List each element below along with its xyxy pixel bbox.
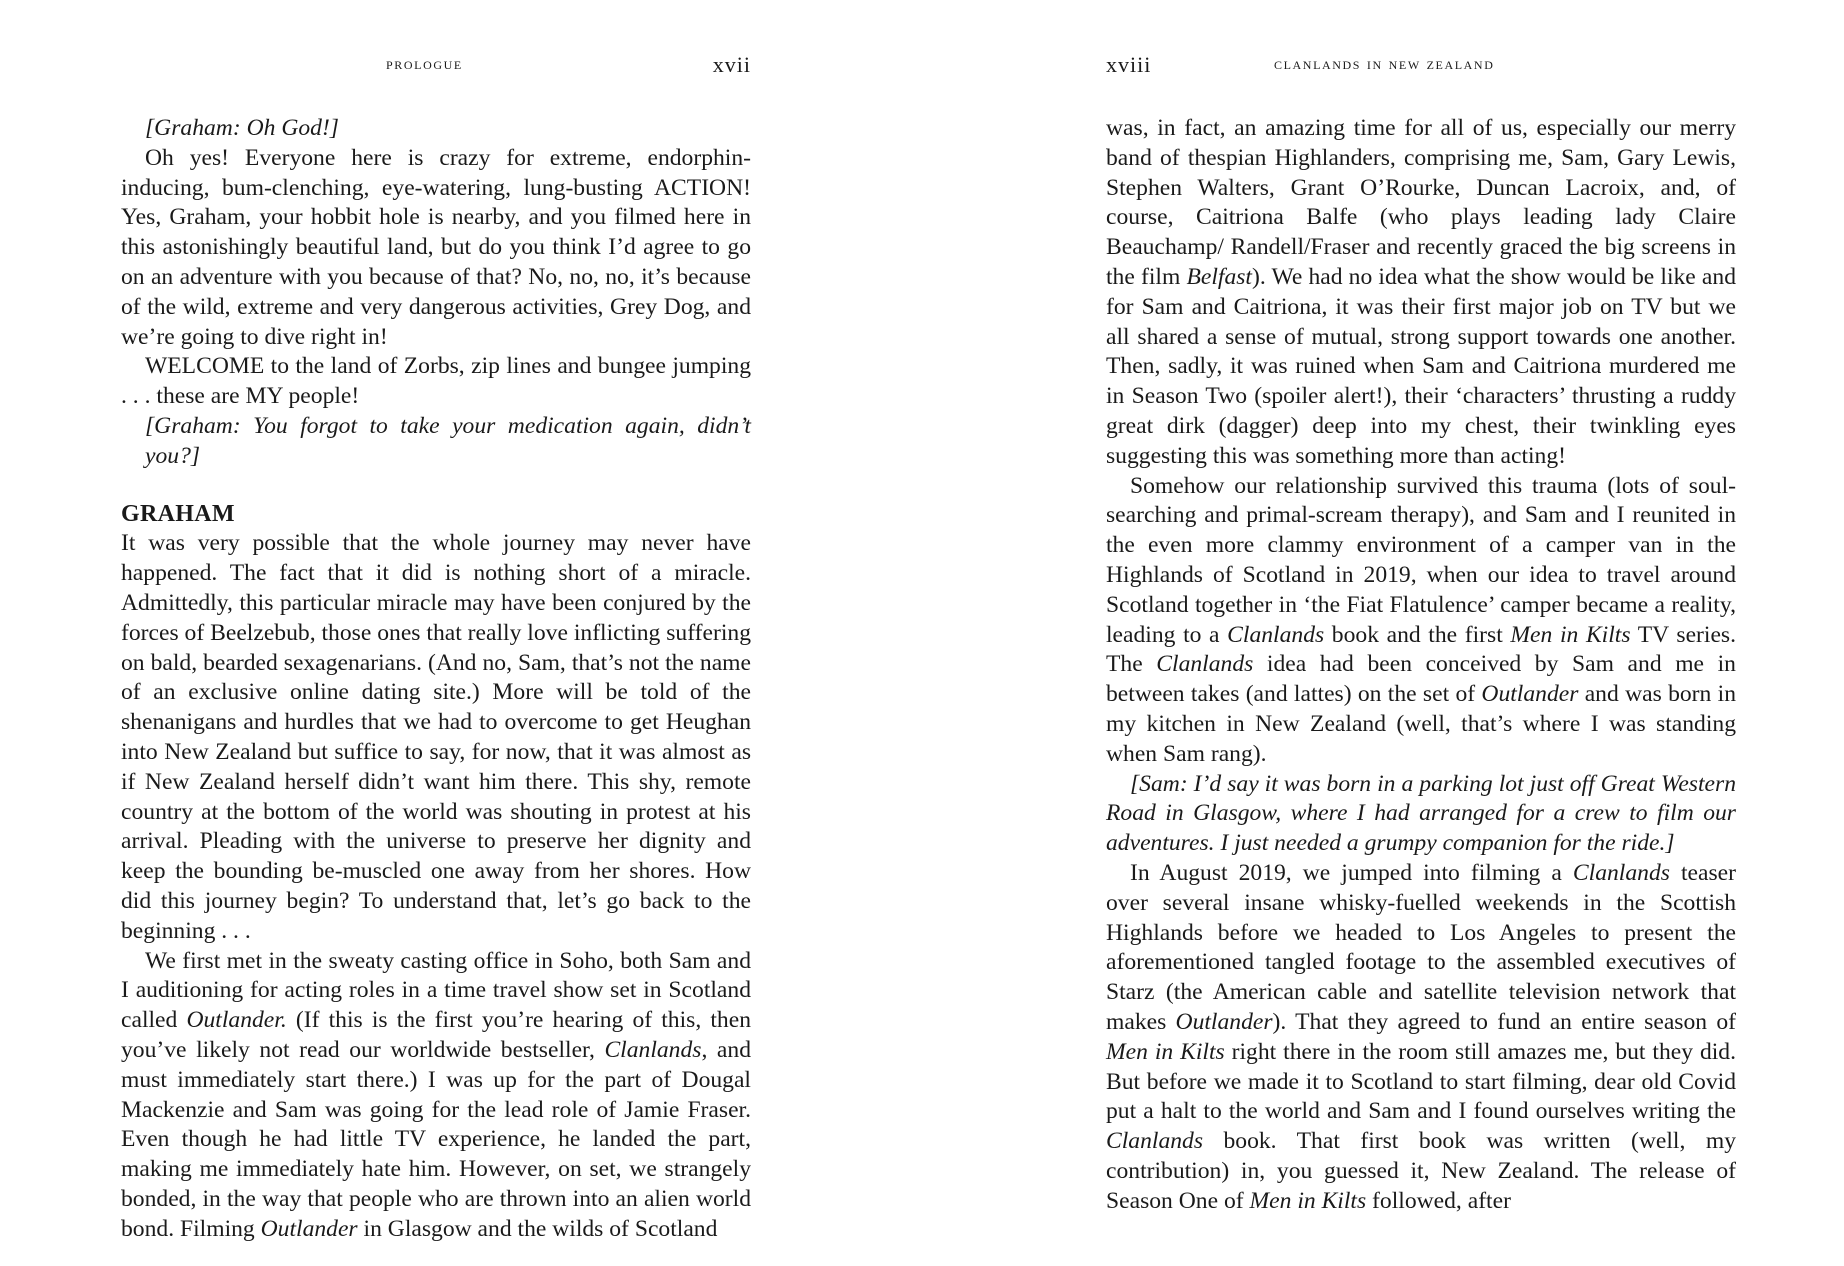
body-paragraph [121,352,751,412]
text-run: [Graham: Oh God!] [145,115,339,141]
body-paragraph [1106,114,1736,472]
italic-title: Outlander [260,1215,358,1242]
text-run: followed, after [1366,1187,1511,1214]
italic-title: Clanlands [1572,859,1670,886]
text-run: was, in fact, an amazing time for all of us, especially our merry band of thespian Highlanders, comprising me, Sam, Gary Lewis, Stephen Walters, Grant O’Rourke, Duncan Lacroix, and, of course, Caitriona Balfe (who plays leading lady Claire Beauchamp/ Randell/Fraser and recently graced the big screens in the film [1106,115,1736,290]
body-paragraph [1106,472,1736,770]
text-run: ). We had no idea what the show would be like and for Sam and Caitriona, it was their first major job on TV but we all shared a sense of mutual, strong support towards one another. Then, sadly, it was ruined when Sam and Caitriona murdered me in Season Two (spoiler alert!), their ‘characters’ thrusting a ruddy great dirk (dagger) deep into my chest, their twinkling eyes suggesting this was something more than acting! [1106,263,1736,469]
text-run: idea had been conceived by Sam and me in between takes (and lattes) on the set of [1106,651,1736,708]
interjection-paragraph [1106,770,1736,859]
italic-title: Outlander. [186,1007,287,1034]
italic-title: Belfast [1186,263,1252,290]
body-paragraph [121,529,751,946]
right-page-body [1106,114,1736,1216]
body-paragraph [121,947,751,1245]
page-number-right: xviii [1106,52,1152,77]
text-run: [Sam: I’d say it was born in a parking lot just off Great Western Road in Glasgow, where I had arranged for a crew to film our adventures. I just needed a grumpy companion for the ride.] [1106,770,1736,857]
italic-title: Clanlands [1227,621,1325,648]
left-page-body [121,114,751,1244]
running-head-left [121,54,751,78]
text-run: [Graham: You forgot to take your medication again, didn’t you?] [145,412,751,469]
text-run: TV series. The [1106,621,1737,678]
text-run: , and must immediately start there.) I was up for the part of Dougal Mackenzie and Sam was going for the lead role of Jamie Fraser. Even though he had little TV experience, he landed the part, making me immediately hate him. However, on set, we strangely bonded, in the way that people who are thrown into an alien world bond. Filming [121,1036,751,1242]
interjection-paragraph [121,114,751,144]
italic-title: Clanlands [604,1036,702,1063]
italic-title: Men in Kilts [1249,1187,1367,1214]
italic-title: Men in Kilts [1106,1038,1225,1065]
right-page [1106,0,1736,1266]
text-run: It was very possible that the whole journey may never have happened. The fact that it did is nothing short of a miracle. Admittedly, this particular miracle may have been conjured by the forces of Beelzebub, those ones that really love inflicting suffering on bald, bearded sexagenarians. (And no, Sam, that’s not the name of an exclusive online dating site.) More will be told of the shenanigans and hurdles that we had to overcome to get Heughan into New Zealand but suffice to say, for now, that it was almost as if New Zealand herself didn’t want him there. This shy, remote country at the bottom of the world was shouting in protest at his arrival. Pleading with the universe to preserve her dignity and keep the bounding be-muscled one away from her shores. How did this journey begin? To understand that, let’s go back to the beginning . . . [121,530,751,944]
text-run: book. That first book was written (well, my contribution) in, you guessed it, New Zealand. The release of Season One of [1106,1128,1736,1214]
text-run: in Glasgow and the wilds of Scotland [357,1215,718,1242]
running-head-right [1106,54,1736,78]
text-run: book and the first [1324,621,1511,648]
text-run: and was born in my kitchen in New Zealand (well, that’s where I was standing when Sam rang). [1106,681,1736,767]
book-title: clanlands in new zealand [1274,54,1495,73]
italic-title: Clanlands [1106,1128,1204,1155]
text-run: We first met in the sweaty casting office in Soho, both Sam and I auditioning for acting roles in a time travel show set in Scotland called [121,947,751,1034]
text-run: Somehow our relationship survived this trauma (lots of soul-searching and primal-scream therapy), and Sam and I reunited in the even more clammy environment of a camper van in the Highlands of Scotland in 2019, when our idea to travel around Scotland together in ‘the Fiat Flatulence’ camper became a reality, leading to a [1106,472,1736,648]
body-paragraph [121,144,751,353]
text-run: teaser over several insane whisky-fuelled weekends in the Scottish Highlands before we headed to Los Angeles to present the aforementioned tangled footage to the assembled executives of Starz (the American cable and satellite television network that makes [1106,859,1736,1035]
left-page [121,0,751,1266]
text-run: Oh yes! Everyone here is crazy for extreme, endorphin-inducing, bum-clenching, eye-watering, lung-busting ACTION! Yes, Graham, your hobbit hole is nearby, and you filmed here in this astonishingly beautiful land, but do you think I’d agree to go on an adventure with you because of that? No, no, no, it’s because of the wild, extreme and very dangerous activities, Grey Dog, and we’re going to dive right in! [121,144,751,350]
text-run: In August 2019, we jumped into filming a [1130,859,1573,886]
italic-title: Men in Kilts [1510,621,1631,648]
text-run: WELCOME to the land of Zorbs, zip lines and bungee jumping . . . these are MY people! [121,353,751,410]
section-heading: GRAHAM [121,500,235,527]
chapter-title: prologue [386,54,463,73]
italic-title: Outlander [1175,1008,1273,1035]
body-paragraph [1106,859,1736,1217]
text-run: right there in the room still amazes me, but they did. But before we made it to Scotland to start filming, dear old Covid put a halt to the world and Sam and I found ourselves writing the [1106,1038,1736,1125]
interjection-paragraph [121,412,751,472]
text-run: (If this is the first you’re hearing of this, then you’ve likely not read our worldwide bestseller, [121,1007,751,1063]
italic-title: Clanlands [1156,651,1254,678]
page-number-left: xvii [712,52,751,77]
text-run: ). That they agreed to fund an entire season of [1272,1008,1736,1035]
italic-title: Outlander [1481,681,1579,708]
